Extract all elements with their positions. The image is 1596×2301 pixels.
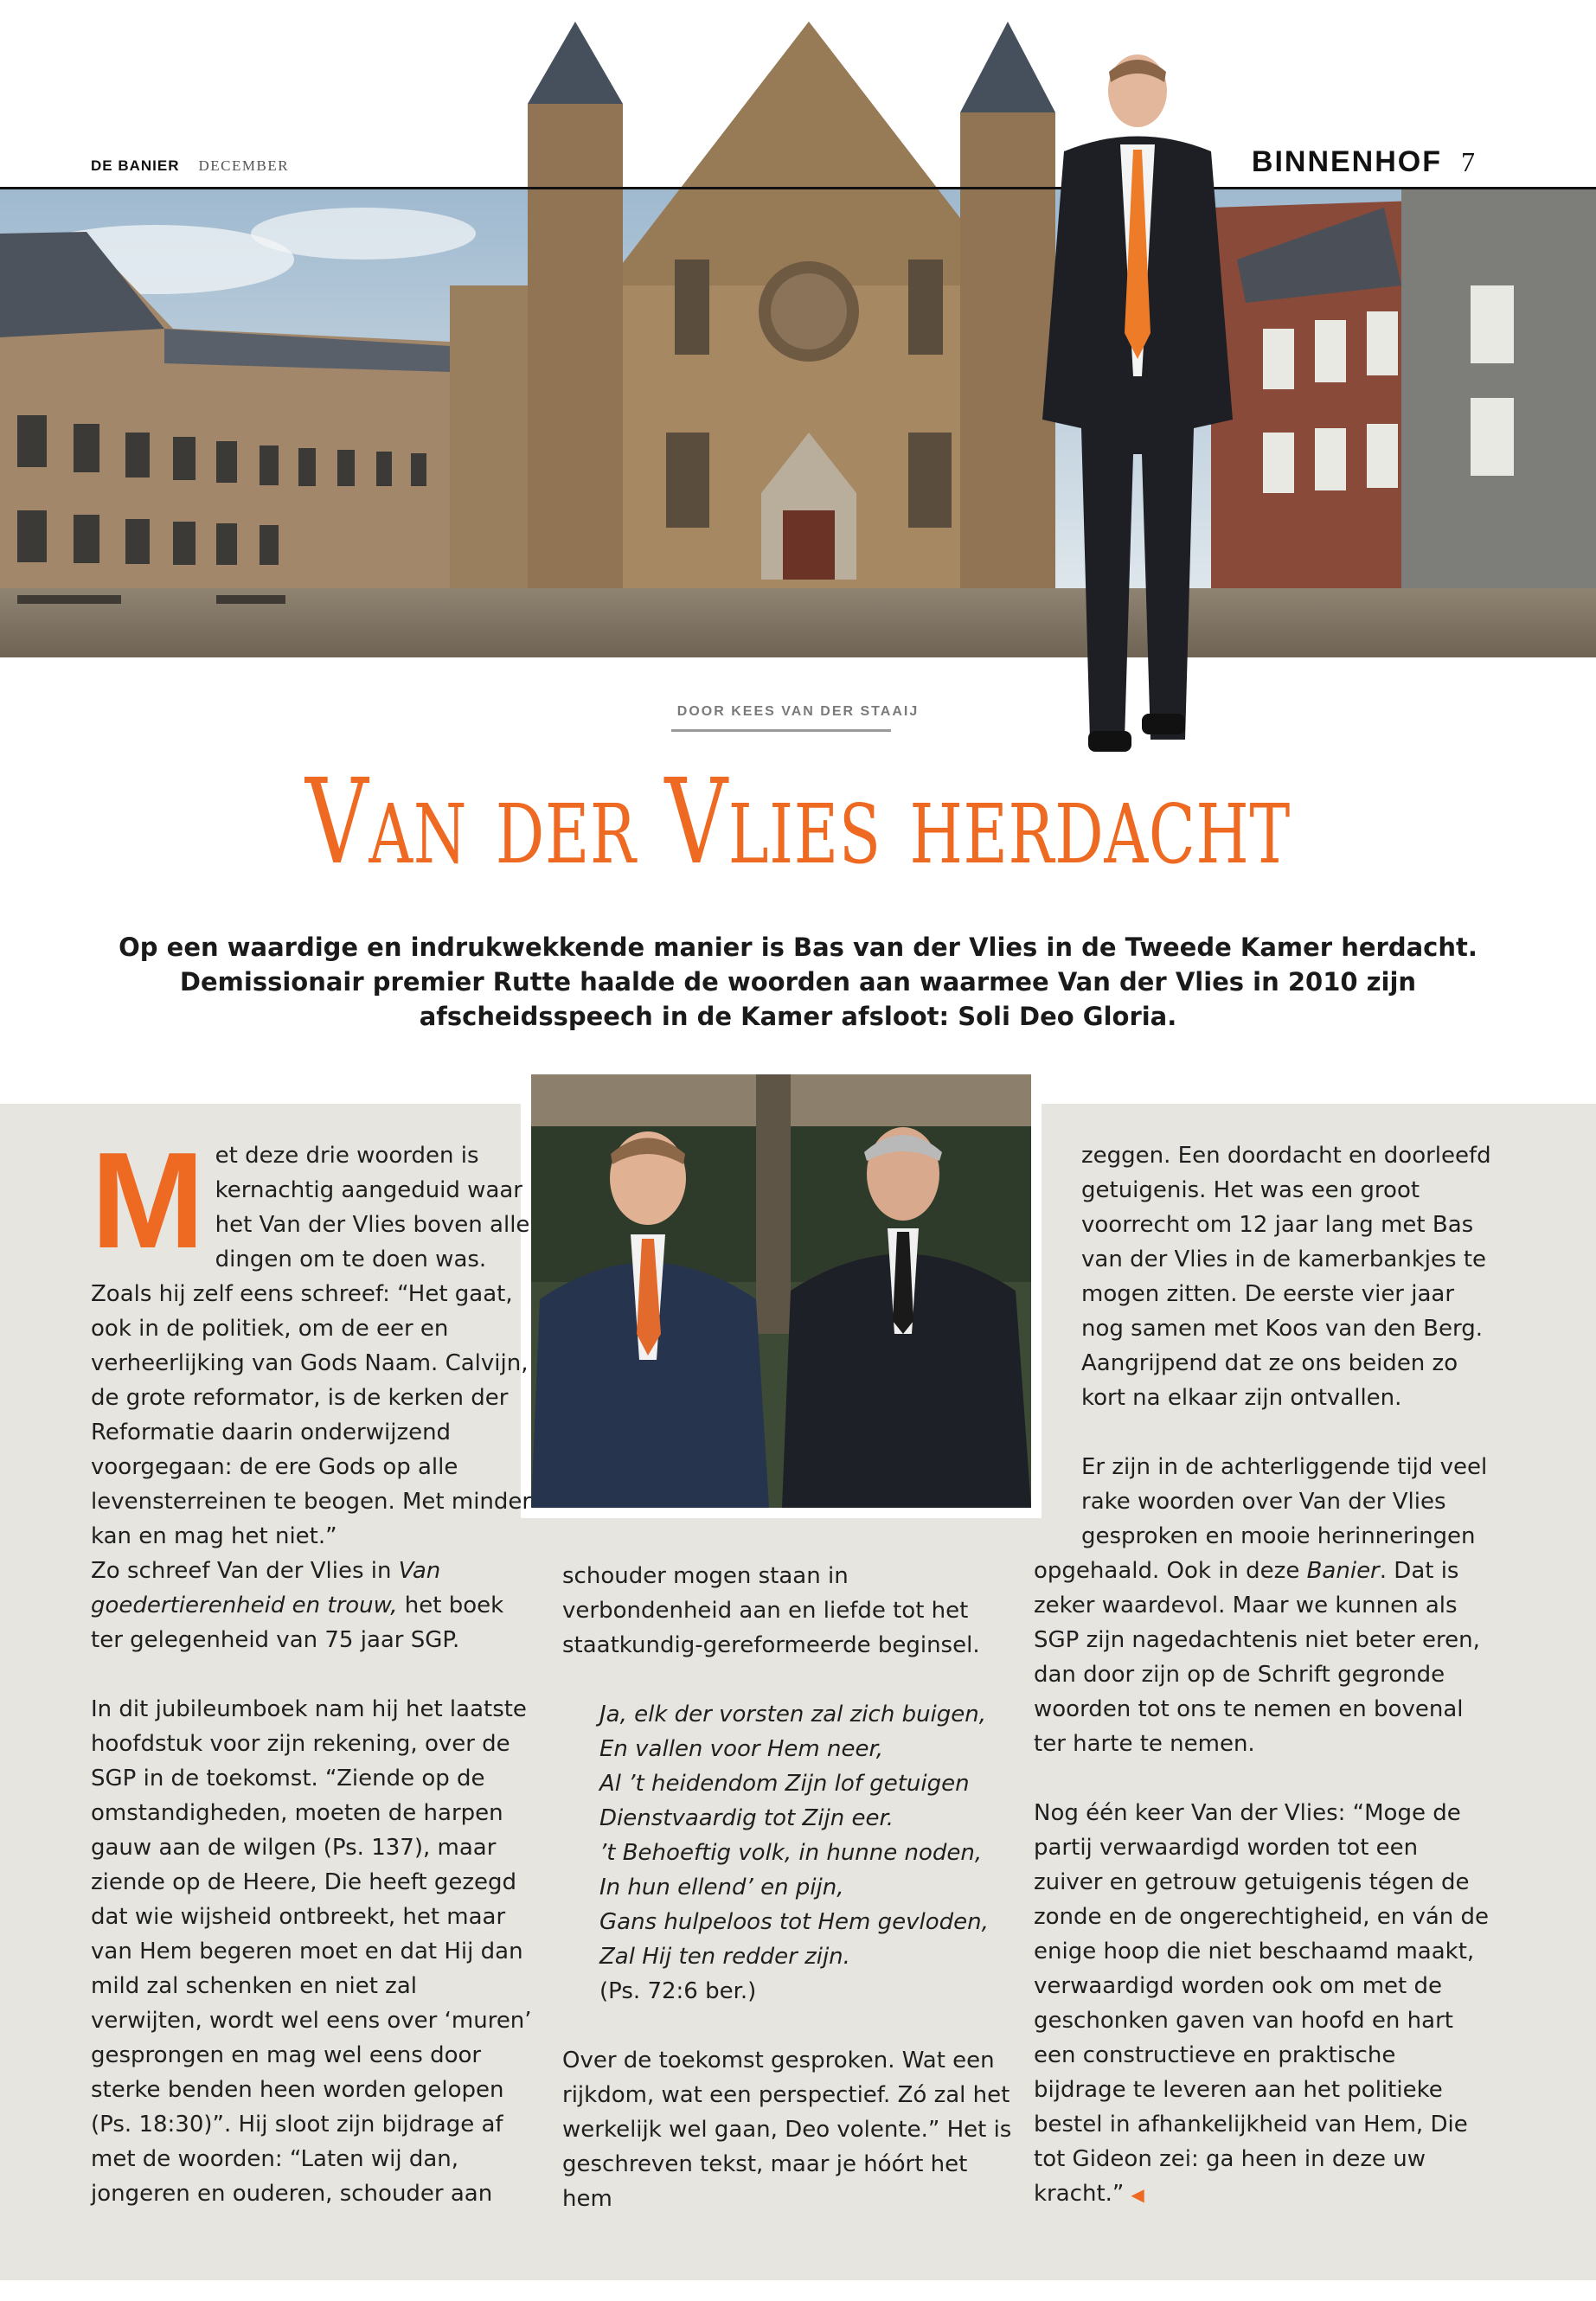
paragraph	[1034, 1796, 1492, 2212]
article-intro: Op een waardige en indrukwekkende manier is Bas van der Vlies in de Tweede Kamer herdacht. Demissionair premier Rutte haalde de woorden aan waarmee Van der Vlies in 2010 zijn afscheidsspeech in de Kamer afsloot: Soli Deo Gloria.	[119, 933, 1477, 1031]
poem-line: Gans hulpeloos tot Hem gevloden,	[599, 1909, 989, 1935]
paragraph-text: et deze drie woorden is kernachtig aangeduid waar het Van der Vlies boven alle dingen om te doen was. Zoals hij zelf eens schreef: “Het gaat, ook in de politiek, om de eer en verheerlijking van Gods Naam. Calvijn, de grote reformator, is de kerken der Reformatie daarin onderwijzend voorgegaan: de ere Gods op alle levensterreinen te beogen. Met minder kan en mag het niet.”	[91, 1143, 532, 1549]
page-number: 7	[1461, 146, 1475, 177]
portrait-standing-man	[1012, 48, 1263, 766]
poem-line: Dienstvaardig tot Zijn eer.	[599, 1805, 894, 1831]
section-name: BINNENHOF	[1251, 145, 1442, 178]
paragraph: zeggen. Een doordacht en doorleefd getuigenis. Het was een groot voorrecht om 12 jaar lang met Bas van der Vlies in de kamerbankjes te mogen zitten. De eerste vier jaar nog samen met Koos van den Berg. Aangrijpend dat ze ons beiden zo kort na elkaar zijn ontvallen.	[1081, 1143, 1491, 1411]
article-column-1	[91, 1125, 532, 2211]
poem-line: Al ’t heidendom Zijn lof getuigen	[599, 1771, 970, 1797]
paragraph-text: . Dat is zeker waardevol. Maar we kunnen als SGP zijn nagedachtenis niet beter eren, dan door zijn op de Schrift gegronde woorden tot ons te nemen en bovenal ter harte te nemen.	[1034, 1558, 1480, 1757]
paragraph-text: het boek ter gelegenheid van 75 jaar SGP.	[91, 1593, 504, 1653]
article-column-2	[562, 1559, 1012, 2216]
paragraph-text: opgehaald. Ook in deze	[1034, 1558, 1307, 1584]
paragraph	[1034, 1450, 1492, 1761]
paragraph: schouder mogen staan in verbondenheid aan en liefde tot het staatkundig-gereformeerde beginsel.	[562, 1563, 980, 1658]
book-title: Van goedertierenheid en trouw,	[91, 1558, 441, 1618]
poem-line: Zal Hij ten redder zijn.	[599, 1944, 850, 1970]
paragraph: Over de toekomst gesproken. Wat een rijkdom, wat een perspectief. Zó zal het werkelijk wel gaan, Deo volente.” Het is geschreven tekst, maar je hóórt het hem	[562, 2048, 1012, 2212]
publication-mention: Banier	[1306, 1558, 1380, 1584]
poem-line: In hun ellend’ en pijn,	[599, 1875, 844, 1900]
psalm-quote	[562, 1697, 1012, 2009]
paragraph: In dit jubileumboek nam hij het laatste hoofdstuk voor zijn rekening, over de SGP in de toekomst. “Ziende op de omstandigheden, moeten de harpen gauw aan de wilgen (Ps. 137), maar ziende op de Heere, Die heeft gezegd dat wie wijsheid ontbreekt, het maar van Hem begeren moet en dat Hij dan mild zal schenken en niet zal verwijten, wordt wel eens over ‘muren’ gesprongen en mag wel eens door sterke benden heen worden gelopen (Ps. 18:30)”. Hij sloot zijn bijdrage af met de woorden: “Laten wij dan, jongeren en ouderen, schouder aan	[91, 1696, 532, 2207]
byline: DOOR KEES VAN DER STAAIJ	[676, 704, 920, 719]
header-rule	[0, 187, 1596, 189]
paragraph	[91, 1125, 532, 1657]
byline-underline	[671, 729, 891, 732]
article-column-3	[1034, 1138, 1492, 2212]
photo-two-men	[521, 1064, 1042, 1518]
poem-line: Ja, elk der vorsten zal zich buigen,	[599, 1702, 987, 1727]
poem-reference: (Ps. 72:6 ber.)	[599, 1978, 757, 2004]
triangle-left-icon: ◀	[1131, 2184, 1144, 2205]
poem-line: ’t Behoeftig volk, in hunne noden,	[599, 1840, 983, 1866]
paragraph-text: Zo schreef Van der Vlies in	[91, 1558, 399, 1584]
hero-photo-binnenhof	[0, 0, 1596, 657]
drop-cap: M	[91, 1125, 205, 1277]
paragraph-text: Er zijn in de achterliggende tijd veel rake woorden over Van der Vlies gesproken en mooie herinneringen	[1081, 1454, 1488, 1549]
paragraph-text: Nog één keer Van der Vlies: “Moge de partij verwaardigd worden tot een zuiver en getrouw getuigenis tégen de zonde en de ongerechtigheid, en ván de enige hoop die niet beschaamd maakt, verwaardigd worden ook om met de geschonken gaven van hoofd en hart een constructieve en praktische bijdrage te leveren aan het politieke bestel in afhankelijkheid van Hem, Die tot Gideon zei: ga heen in deze uw kracht.”	[1034, 1800, 1490, 2207]
article-title: Van der Vlies herdacht	[304, 754, 1292, 891]
issue-month: DECEMBER	[198, 157, 290, 174]
publication-name: DE BANIER	[91, 157, 180, 174]
poem-line: En vallen voor Hem neer,	[599, 1736, 884, 1762]
